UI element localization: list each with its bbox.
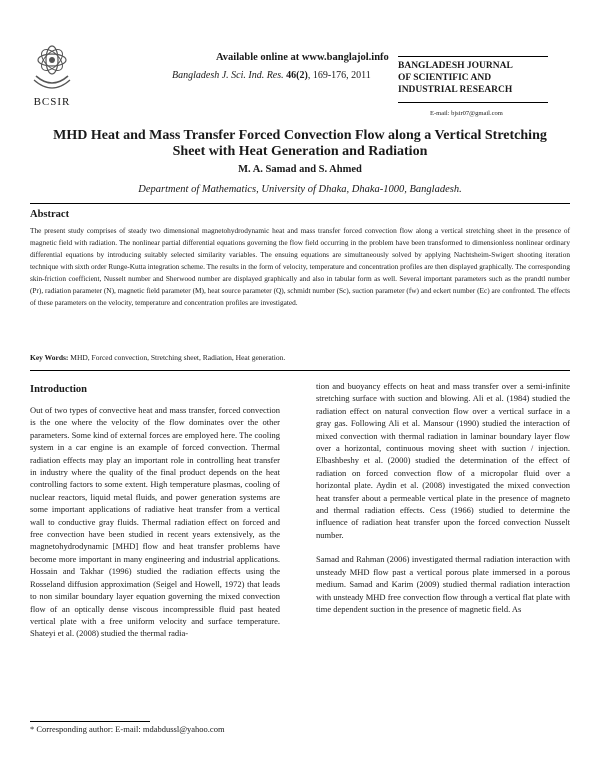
paragraph: Samad and Rahman (2006) investigated thermal radiation interaction with unsteady MHD flow past a vertical porous plate immersed in a porous medium. Samad and Karim (2009) studied thermal radiation interaction with unsteady MHD free convection flow through a vertical flat plate with time dependent suction in the presence of magnetic field. As — [316, 554, 570, 614]
divider — [30, 370, 570, 371]
keywords-label: Key Words: — [30, 353, 69, 362]
keywords — [30, 353, 285, 362]
paragraph: Out of two types of convective heat and mass transfer, forced convection is the one where the velocity of the flow dominates over the other parameters. Some kind of external forces are employed here. The cooling system in a car engine is an example of forced convection. Thermal radiation effects may play an important role in controlling heat transfer in industry where the quality of the final product depends on the heat controlling factors to some extent. High temperature plasmas, cooling of nuclear reactors, liquid metal fluids, and power generation systems are some important applications of radiative heat transfer from a vertical wall to conductive gray fluids. Thermal radiation effect on forced and free convection have been studied in recent years extensively, as the magnetohydrodynamic [MHD] flow and heat transfer problems have become more important in many engineering and industrial applications. Hossain and Takhar (1996) studied the radiation effects using the Rosseland diffusion approximation (Seigel and Howell, 1972) that leads to non similar boundary layer equation governing the mixed convection flow of an optically dense viscous incompressible fluid past heated vertical plate with a free uniform velocity and surface temperature. Shateyi et al. (2008) studied the thermal radia- — [30, 405, 280, 639]
paper-title — [30, 128, 570, 160]
logo-text: BCSIR — [33, 96, 71, 108]
right-column — [316, 380, 570, 627]
title-line: Sheet with Heat Generation and Radiation — [172, 144, 428, 159]
affiliation: Department of Mathematics, University of Dhaka, Dhaka-1000, Bangladesh. — [138, 184, 462, 195]
journal-name-box — [398, 56, 548, 103]
authors: M. A. Samad and S. Ahmed — [238, 164, 362, 175]
journal-line: OF SCIENTIFIC AND — [398, 73, 492, 83]
citation-volume: 46(2) — [286, 70, 308, 81]
footnote: * Corresponding author: E-mail: mdabdussl@yahoo.com — [30, 724, 225, 734]
divider — [30, 203, 570, 204]
keywords-text: MHD, Forced convection, Stretching sheet, Radiation, Heat generation. — [68, 353, 286, 362]
abstract-text: The present study comprises of steady two dimensional magnetohydrodynamic heat and mass transfer forced convection flow along a vertical stretching sheet in the presence of magnetic field with radiation. The nonlinear partial differential equations governing the flow field occurring in the problem have been transformed to dimensionless nonlinear ordinary differential equations by introducing suitably selected similarity variables. The ensuing equations are simultaneously solved by applying Nachtsheim-Swigert shooting iteration technique with sixth order Runge-Kutta integration scheme. The results in the form of velocity, temperature and concentration profiles are then displayed graphically. The corresponding skin-friction coefficient, Nusselt number and Sherwood number are displayed graphically and also in tabular form as well. Several important parameters such as the prandtl number (Pr), radiation parameter (N), magnetic field parameter (M), heat source parameter (Q), schmidt number (Sc), suction parameter (fw) and eckert number (Ec) are confronted. The effects of these parameters on the velocity, temperature and concentration profiles are investigated. — [30, 226, 570, 307]
citation — [172, 70, 371, 81]
introduction-heading: Introduction — [30, 384, 87, 395]
available-online: Available online at www.banglajol.info — [216, 52, 389, 63]
journal-line: INDUSTRIAL RESEARCH — [398, 85, 513, 95]
bcsir-logo — [28, 40, 76, 104]
journal-email: E-mail: bjsir07@gmail.com — [430, 110, 503, 117]
abstract-heading: Abstract — [30, 209, 70, 220]
footnote-divider — [30, 721, 150, 722]
journal-line: BANGLADESH JOURNAL — [398, 61, 513, 71]
paragraph: tion and buoyancy effects on heat and mass transfer over a semi-infinite stretching surface with suction and blowing. Ali et al. (1984) studied the radiation effect on natural convection flow over a vertical surface in a gray gas. Following Ali et al. Mansour (1990) studied the interaction of mixed convection with thermal radiation in laminar boundary layer flow over a horizontal, continuous moving sheet with suction / injection. Elbashbeshy et al. (2000) studied the determination of the effect of radiation on forced convection flow of a micropolar fluid over a horizontal plate. Aydin et al. (2008) investigated the mixed convection heat transfer about a permeable vertical plate in the presence of magneto and thermal radiation effects. Cess (1966) studied to determine the influence of radiation heat transfer upon the forced convection Nusselt number. — [316, 381, 570, 540]
citation-journal: Bangladesh J. Sci. Ind. Res. — [172, 70, 284, 81]
title-line: MHD Heat and Mass Transfer Forced Convection Flow along a Vertical Stretching — [53, 128, 547, 143]
left-column — [30, 404, 280, 652]
citation-pages: , 169-176, 2011 — [307, 70, 371, 81]
